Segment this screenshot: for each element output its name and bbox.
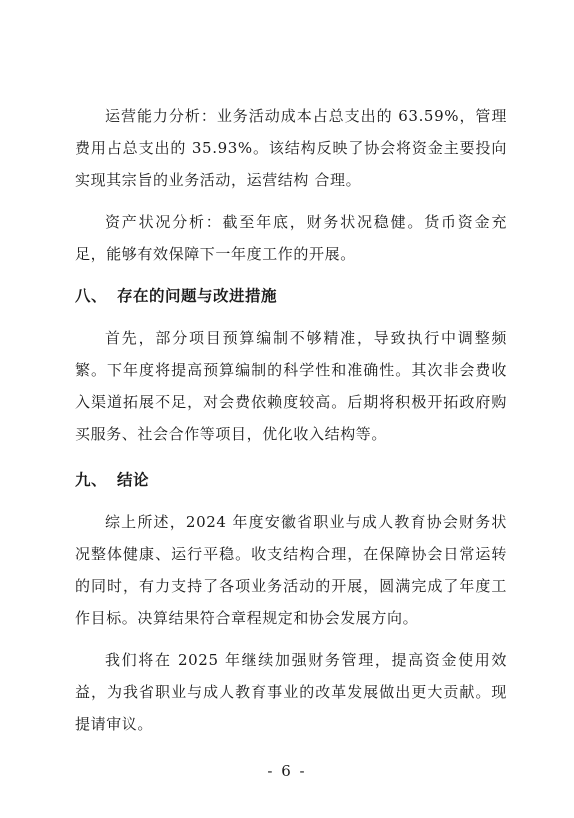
section-9-number: 九、 xyxy=(75,471,108,489)
section-8-title: 存在的问题与改进措施 xyxy=(117,287,278,305)
section-8-heading xyxy=(75,280,507,312)
operations-analysis-paragraph: 运营能力分析：业务活动成本占总支出的 63.59%，管理费用占总支出的 35.93%。该结构反映了协会将资金主要投向实现其宗旨的业务活动，运营结构 合理。 xyxy=(75,107,507,189)
conclusion-paragraph-1: 综上所述，2024 年度安徽省职业与成人教育协会财务状况整体健康、运行平稳。收支结构合理，在保障协会日常运转的同时，有力支持了各项业务活动的开展，圆满完成了年度工作目标。决算结果符合章程规定和协会发展方向。 xyxy=(75,513,507,627)
section-9-title: 结论 xyxy=(117,471,150,489)
asset-status-paragraph: 资产状况分析：截至年底，财务状况稳健。货币资金充足，能够有效保障下一年度工作的开展。 xyxy=(75,213,507,263)
document-page xyxy=(75,100,507,740)
page-number: - 6 - xyxy=(267,762,307,780)
section-9-heading xyxy=(75,464,507,496)
section-8-number: 八、 xyxy=(75,287,108,305)
section-8-body: 首先，部分项目预算编制不够精准，导致执行中调整频繁。下年度将提高预算编制的科学性和准确性。其次非会费收入渠道拓展不足，对会费依赖度较高。后期将积极开拓政府购买服务、社会合作等项目，优化收入结构等。 xyxy=(75,329,507,443)
conclusion-paragraph-2: 我们将在 2025 年继续加强财务管理，提高资金使用效益，为我省职业与成人教育事业的改革发展做出更大贡献。现提请审议。 xyxy=(75,651,507,733)
